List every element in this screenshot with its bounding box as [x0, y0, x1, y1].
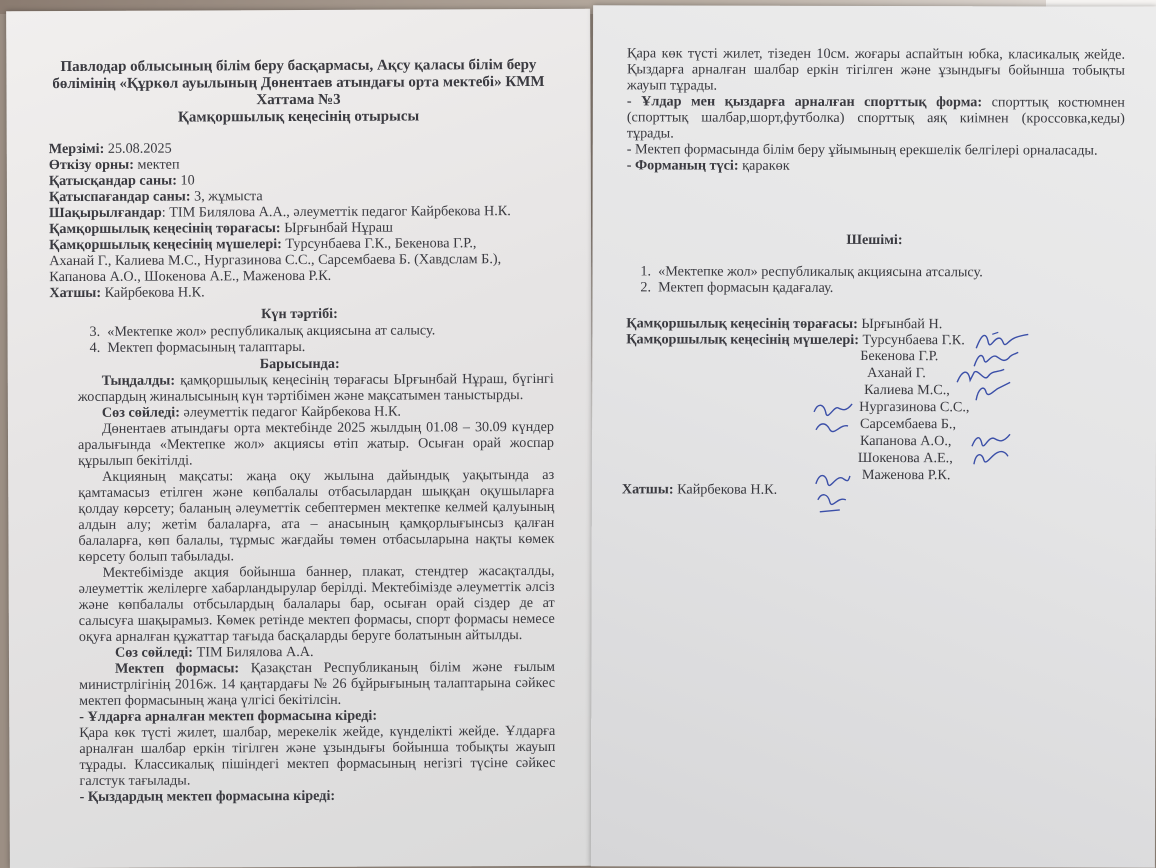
- signature-kairbekova: [810, 470, 854, 516]
- boys-uniform-label: - Ұлдарға арналған мектеп формасына кіреді:: [79, 707, 378, 725]
- speaker-2-label: Сөз сөйледі:: [114, 644, 194, 661]
- header-line-1: Павлодар облысының білім беру басқармасы, Ақсу қаласы білім беру: [60, 56, 537, 76]
- uniform-label: Мектеп формасы:: [114, 660, 240, 677]
- right-body: [627, 45, 1125, 174]
- meeting-details: [49, 139, 570, 301]
- heard-text: қамқоршылық кеңесінің төрағасы Ырғынбай Нұраш, бүгінгі жоспардың жиналысының күн тәртібімен және мақсатымен таныстырды.: [77, 370, 554, 405]
- signature-shokenova: [970, 446, 1010, 468]
- detail-invited: [49, 203, 569, 221]
- member-name: Капанова А.О.,: [859, 432, 952, 450]
- right-page: [591, 5, 1156, 867]
- uniform-text: Қазақстан Республиканың білім және ғылым министрлігінің 2016ж. 14 қаңтардағы № 26 бұйрығының талаптарына сәйкес мектеп формасының жаңа үлгісі бекітілсін.: [79, 658, 556, 709]
- decision-item-text: Мектеп формасын қадағалау.: [658, 279, 834, 296]
- girls-uniform-label: - Қыздардың мектеп формасына кіреді:: [79, 787, 336, 805]
- signature-kalieva: [972, 380, 1012, 402]
- agenda-item-text: «Мектепке жол» республикалық акциясына ат салысу.: [107, 322, 436, 340]
- paragraph-action-goal: Акцияның мақсаты: жаңа оқу жылына дайындық уақытында аз қамтамасыз етілген және көпбалалы отбасылардан шыққан оқушыларға қолдау көрсету; баланың әлеуметтік себептермен мектепке келмей қалуының алдын алу; жетім балаларға, ата – анасының қамқорлығынсыз қалған балаларға, көп балалы, тұрмыс жағдайы төмен отбасыларына нақты көмек көрсету болып табылады.: [78, 466, 555, 565]
- members-line-3: Капанова А.О., Шокенова А.Е., Маженова Р.К.: [49, 267, 332, 286]
- speaker-1-name: әлеуметтік педагог Кайрбекова Н.К.: [179, 403, 401, 421]
- detail-value: : ТІМ Билялова А.А., әлеуметтік педагог Кайрбекова Н.К.: [161, 203, 511, 221]
- members-signature-label: Қамқоршылық кеңесінің мүшелері:: [626, 331, 859, 348]
- detail-label: Өткізу орны:: [48, 156, 134, 174]
- emblem-paragraph: - Мектеп формасында білім беру ұйымының ерекшелік белгілері орналасады.: [626, 141, 1098, 159]
- proceedings-body: [78, 371, 556, 805]
- decision-list: [640, 263, 982, 296]
- paragraph-school-activities: Мектебімізде акция бойынша баннер, плакат, стендтер жасақталды, әлеуметтік желілерге хабарландырулар берілді. Мектебімізде әлеуметтік әлсіз және көпбалалы отбсылардың балалары бар, осыған орай сіздер де ат салысуға шақырамыз. Көмек ретінде мектеп формасы, спорт формасы немесе оқуға арналған құжаттар тағыда басқаларды беруге болатынын айтылды.: [78, 562, 555, 645]
- members-first: Турсунбаева Г.К.: [858, 331, 965, 349]
- member-name: Шокенова А.Е.,: [857, 449, 953, 467]
- speaker-1-label: Сөз сөйледі:: [101, 404, 180, 421]
- member-name: Аханай Г.: [867, 364, 926, 382]
- detail-label: Шақырылғандар: [48, 204, 162, 222]
- uniform-paragraph: [79, 659, 555, 709]
- sport-uniform-paragraph: [627, 93, 1125, 142]
- uniform-color-value: қаракөк: [738, 157, 790, 174]
- secretary-value: Кайрбекова Н.К.: [101, 284, 205, 301]
- detail-label: Қатыспағандар саны:: [48, 188, 191, 206]
- proceedings-title: Барысында:: [259, 355, 340, 373]
- left-page: [6, 9, 594, 868]
- detail-label: Мерзімі:: [48, 140, 105, 158]
- chair-label: Қамқоршылық кеңесінің төрағасы:: [626, 315, 858, 332]
- secretary-signature-line: [622, 481, 777, 497]
- decision-item-number: 1.: [640, 263, 652, 280]
- heard-label: Тыңдалды:: [101, 372, 176, 389]
- member-name: Калиева М.С.,: [864, 381, 950, 399]
- decision-item: [640, 263, 982, 280]
- agenda-item-number: 4.: [89, 339, 101, 356]
- chair-line: [626, 315, 942, 332]
- chair-value: Ырғынбай Н.: [857, 315, 943, 333]
- sport-uniform-label: - Ұлдар мен қыздарға арналған спорттық форма:: [626, 93, 983, 111]
- girls-uniform-text: Қара көк түсті жилет, тізеден 10см. жоғары аспайтын юбка, класикалық жейде. Қыздарға арналған шалбар еркін тігілген және ұзындығы бойынша тобықты жауып тұрады.: [626, 45, 1126, 94]
- detail-value: Ырғынбай Нұраш: [280, 219, 393, 237]
- meeting-title: Қамқоршылық кеңесінің отырысы: [177, 108, 420, 126]
- agenda-title: Күн тәртібі:: [261, 305, 338, 323]
- detail-value: 10: [176, 172, 195, 189]
- speaker-2-name: ТІМ Билялова А.А.: [192, 643, 314, 661]
- secretary-label: Хатшы:: [49, 284, 102, 302]
- member-name: Нургазинова С.С.,: [859, 398, 970, 416]
- decision-title: Шешімі:: [846, 231, 903, 249]
- document-header: [6, 57, 590, 128]
- detail-value: 25.08.2025: [104, 140, 172, 157]
- agenda-item-number: 3.: [89, 323, 101, 340]
- protocol-title: Хаттама №3: [256, 91, 341, 109]
- decision-item: [640, 279, 982, 296]
- decision-item-number: 2.: [640, 279, 652, 296]
- detail-label: Қамқоршылық кеңесінің төрағасы:: [49, 220, 281, 238]
- uniform-color-label: - Форманың түсі:: [626, 157, 739, 174]
- uniform-color-line: [627, 157, 1125, 174]
- agenda-list: [89, 322, 435, 356]
- detail-label: Қатысқандар саны:: [48, 172, 177, 190]
- detail-value: мектеп: [133, 156, 180, 173]
- members-label: Қамқоршылық кеңесінің мүшелері:: [49, 236, 282, 254]
- signature-nurgazinova: [808, 400, 858, 438]
- members-line-2: Аханай Г., Калиева М.С., Нургазинова С.С., Сарсембаева Б. (Хавдслам Б.),: [49, 251, 502, 270]
- header-line-2: бөлімінің «Құркөл ауылының Дөнентаев атындағы орта мектебі» КММ: [52, 73, 545, 93]
- members-signature-line: [626, 331, 965, 348]
- agenda-item-text: Мектеп формасының талаптары.: [107, 338, 306, 356]
- agenda-item: [89, 322, 435, 340]
- secretary-signature-label: Хатшы:: [621, 481, 674, 498]
- secretary-signature-value: Кайрбекова Н.К.: [673, 481, 778, 498]
- members-line-1: Турсунбаева Г.К., Бекенова Г.Р.,: [281, 235, 477, 253]
- member-name: Бекенова Г.Р.: [860, 347, 939, 365]
- member-name: Маженова Р.К.: [861, 466, 951, 484]
- boys-uniform-text: Қара көк түсті жилет, шалбар, мерекелік жейде, күнделікті жейде. Ұлдарға арналған шалбар еркін тігілген және ұзындығы бойынша тобықты жауып тұрады. Классикалық пішіндегі мектеп формасының негізгі түсіне сәйкес галстук тағылады.: [79, 722, 556, 789]
- sport-uniform-text: спорттық костюмнен (спорттық шалбар,шорт,футболка) спорттық аяқ киімнен (кроссовка,кеды) тұрады.: [626, 94, 1125, 142]
- detail-secretary: [49, 283, 569, 301]
- decision-item-text: «Мектепке жол» республикалық акциясына атсалысу.: [658, 263, 983, 281]
- paragraph-action-plan: Дөнентаев атындағы орта мектебінде 2025 жылдың 01.08 – 30.09 күндер аралығында «Мектепке жол» акциясы өтіп жатыр. Осыған орай жоспар құрылып бекітілді.: [77, 418, 555, 469]
- heard-paragraph: [78, 371, 554, 405]
- member-name: Сарсембаева Б.,: [860, 415, 957, 433]
- detail-value: 3, жұмыста: [190, 188, 263, 205]
- agenda-item: [90, 338, 436, 356]
